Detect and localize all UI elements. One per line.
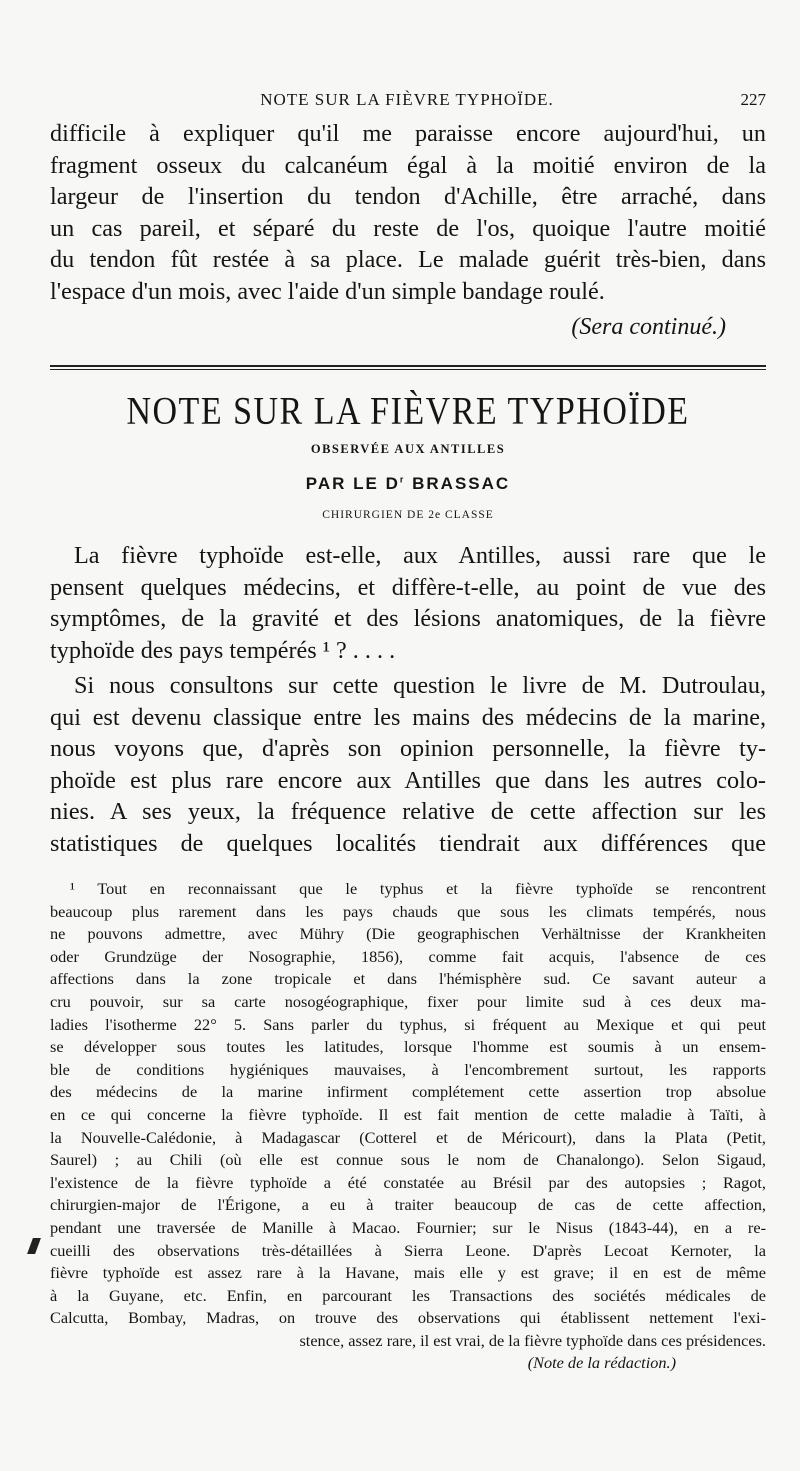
text-line: nies. A ses yeux, la fréquence relative de cette affection sur les — [50, 798, 766, 825]
footnote-line: Saurel) ; au Chili (où elle est connue sous le nom de Chanalongo). Selon Sigaud, — [50, 1150, 766, 1170]
article-author — [50, 474, 766, 494]
text-line: qui est devenu classique entre les mains des médecins de la marine, — [50, 703, 766, 731]
footnote-line: stence, assez rare, il est vrai, de la fièvre typhoïde dans ces présidences. — [299, 1330, 766, 1350]
article-title: NOTE SUR LA FIÈVRE TYPHOÏDE — [126, 390, 690, 433]
to-be-continued: (Sera continué.) — [571, 314, 726, 340]
footnote-line: se développer sous toutes les latitudes, lorsque l'homme est soumis à un ensem- — [50, 1037, 766, 1057]
footnote-line: l'existence de la fièvre typhoïde a été constatée au Brésil par des autopsies ; Ragot, — [50, 1172, 766, 1192]
footnote-line: cueilli des observations très-détaillées à Sierra Leone. D'après Lecoat Kernoter, la — [50, 1240, 766, 1260]
text-line: largeur de l'insertion du tendon d'Achille, être arraché, dans — [50, 183, 766, 210]
footnote-line: fièvre typhoïde est assez rare à la Havane, mais elle y est grave; il en est de même — [50, 1263, 766, 1283]
footnote-line: ne pouvons admettre, avec Mühry (Die geographischen Verhältnisse der Krankheiten — [50, 924, 766, 944]
section-divider — [50, 365, 766, 367]
footnote-line: beaucoup plus rarement dans les pays chauds que sous les climats tempérés, nous — [50, 901, 766, 921]
footnote-line: à la Guyane, etc. Enfin, en parcourant les Transactions des sociétés médicales de — [50, 1285, 766, 1305]
footnote — [50, 878, 766, 1375]
text-line: difficile à expliquer qu'il me paraisse encore aujourd'hui, un — [50, 120, 766, 147]
section-divider-thin — [50, 369, 766, 370]
text-line: La fièvre typhoïde est-elle, aux Antilles, aussi rare que le — [74, 542, 766, 569]
running-header — [48, 90, 766, 110]
article-paragraph-2 — [50, 670, 766, 859]
footnote-line: Calcutta, Bombay, Madras, on trouve des observations qui établissent nettement l'exi- — [50, 1308, 766, 1328]
text-line: typhoïde des pays tempérés ¹ ? . . . . — [50, 636, 396, 664]
author-prefix: PAR LE D — [305, 474, 400, 493]
footnote-line: en ce qui concerne la fièvre typhoïde. Il est fait mention de cette maladie à Taïti, à — [50, 1104, 766, 1124]
footnote-line: oder Grundzüge der Nosographie, 1856), comme fait acquis, l'absence de ces — [50, 946, 766, 966]
article-subtitle: OBSERVÉE AUX ANTILLES — [310, 442, 506, 456]
footnote-line: ladies l'isotherme 22° 5. Sans parler du typhus, si fréquent au Mexique et qui peut — [50, 1014, 766, 1034]
footnote-line: ¹ Tout en reconnaissant que le typhus et la fièvre typhoïde se rencontrent — [70, 879, 766, 898]
text-line: Si nous consultons sur cette question le livre de M. Dutroulau, — [74, 672, 766, 699]
footnote-line: chirurgien-major de l'Érigone, a eu à traiter beaucoup de cas de cette affection, — [50, 1195, 766, 1215]
text-line: symptômes, de la gravité et des lésions anatomiques, de la fièvre — [50, 605, 766, 632]
text-line: nous voyons que, d'après son opinion personnelle, la fièvre ty- — [50, 735, 766, 762]
author-title-sup: r — [399, 474, 406, 485]
editorial-signature: (Note de la rédaction.) — [527, 1353, 676, 1373]
footnote-line: des médecins de la marine infirment complétement cette assertion trop absolue — [50, 1082, 766, 1102]
author-rank: CHIRURGIEN DE 2e CLASSE — [322, 509, 494, 521]
text-line: du tendon fût restée à sa place. Le malade guérit très-bien, dans — [50, 246, 766, 273]
running-title: NOTE SUR LA FIÈVRE TYPHOÏDE. — [260, 90, 554, 109]
page-number: 227 — [740, 90, 766, 109]
text-line: statistiques de quelques localités tiendrait aux différences que — [50, 829, 766, 857]
text-line: un cas pareil, et séparé du reste de l'os, quoique l'autre moitié — [50, 214, 766, 242]
footnote-line: cru pouvoir, sur sa carte nosogéographique, fixer pour limite sud à ces deux ma- — [50, 991, 766, 1011]
footnote-line: ble de conditions hygiéniques mauvaises, à l'encombrement surtout, les rapports — [50, 1059, 766, 1079]
footnote-line: la Nouvelle-Calédonie, à Madagascar (Cotterel et de Méricourt), dans la Plata (Petit, — [50, 1127, 766, 1147]
footnote-line: affections dans la zone tropicale et dans l'hémisphère sud. Ce savant auteur a — [50, 969, 766, 989]
text-line: fragment osseux du calcanéum égal à la moitié environ de la — [50, 151, 766, 179]
footnote-line: pendant une traversée de Manille à Macao. Fournier; sur le Nisus (1843-44), en a re- — [50, 1217, 766, 1237]
margin-ink-mark — [27, 1238, 41, 1254]
author-name: BRASSAC — [412, 474, 511, 493]
article-paragraph-1 — [50, 540, 766, 666]
text-line: pensent quelques médecins, et diffère-t-elle, au point de vue des — [50, 573, 766, 601]
text-line: l'espace d'un mois, avec l'aide d'un simple bandage roulé. — [50, 277, 605, 305]
continuation-paragraph — [50, 118, 766, 307]
text-line: phoïde est plus rare encore aux Antilles que dans les autres colo- — [50, 766, 766, 794]
